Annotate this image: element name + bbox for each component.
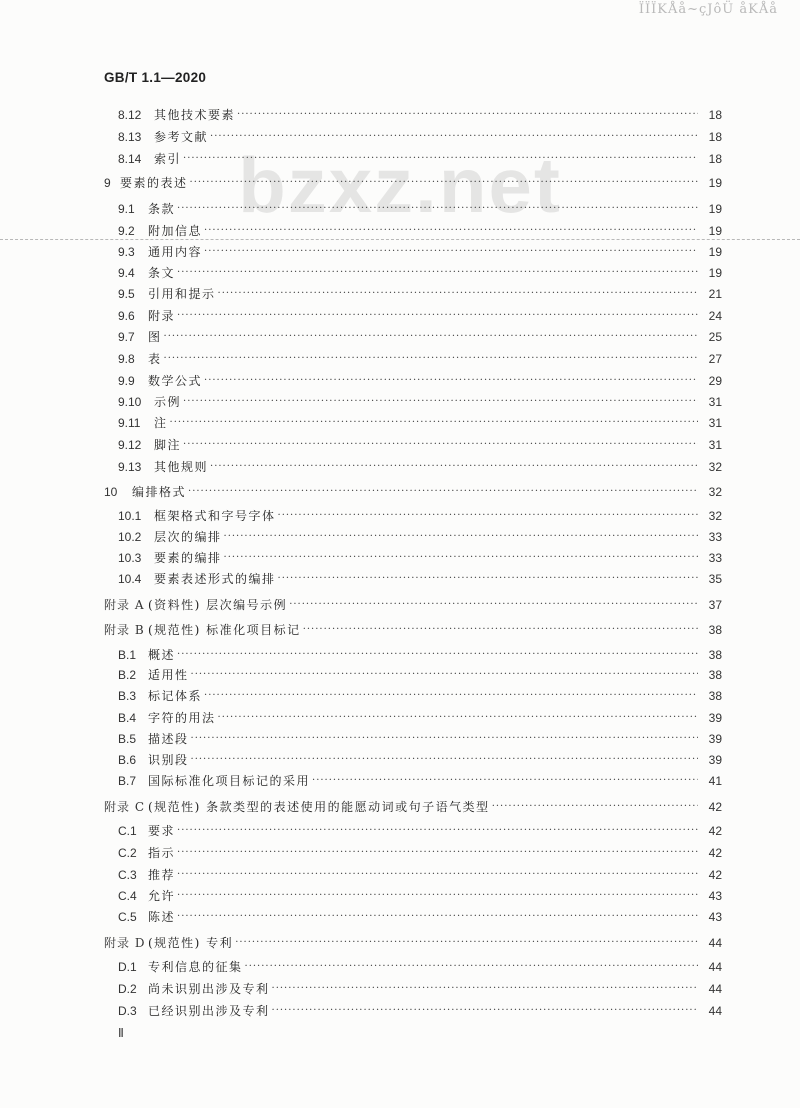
toc-leader-dots [177,844,698,862]
toc-entry-page: 18 [708,130,722,144]
toc-leader-dots [183,436,698,454]
toc-row[interactable] [118,414,722,432]
toc-entry-number: 8.14 [118,152,142,166]
toc-entry-page: 32 [708,460,722,474]
toc-entry-page: 24 [708,309,722,323]
toc-appendix-row[interactable] [104,621,722,639]
toc-leader-dots [210,128,698,146]
toc-row[interactable] [118,866,722,884]
toc-leader-dots [289,596,698,614]
toc-entry-page: 21 [708,287,722,301]
toc-appendix-row[interactable] [104,934,722,952]
toc-leader-dots [177,646,698,664]
toc-entry-title: 专利信息的征集 [148,960,243,974]
toc-entry-title: 参考文献 [154,130,209,144]
toc-row[interactable] [118,243,722,261]
toc-entry-page: 42 [708,800,722,814]
toc-entry-page: 33 [708,530,722,544]
toc-entry-title: (规范性) 标准化项目标记 [148,623,301,637]
toc-entry-number: D.1 [118,960,137,974]
toc-entry-page: 44 [708,1004,722,1018]
toc-entry-title: 示例 [154,395,182,409]
toc-row[interactable] [118,1002,722,1020]
toc-entry-number: 9.2 [118,224,135,238]
toc-entry-number: 10.3 [118,551,142,565]
toc-leader-dots [237,106,698,124]
toc-entry-title: 条款 [148,202,176,216]
toc-entry-title: 推荐 [148,868,176,882]
toc-entry-page: 25 [708,330,722,344]
toc-entry-title: 尚未识别出涉及专利 [148,982,270,996]
toc-entry-number: B.1 [118,648,137,662]
toc-entry-number: 9.5 [118,287,135,301]
toc-entry-number: 10.1 [118,509,142,523]
toc-row[interactable] [118,150,722,168]
toc-entry-page: 31 [708,416,722,430]
toc-entry-number: B.6 [118,753,137,767]
toc-leader-dots [177,822,698,840]
toc-entry-page: 39 [708,753,722,767]
toc-entry-title: 概述 [148,648,176,662]
toc-row[interactable] [118,570,722,588]
toc-leader-dots [188,483,698,501]
toc-leader-dots [164,328,698,346]
watermark: bzxz.net [238,141,562,229]
toc-entry-title: 其他规则 [154,460,209,474]
toc-chapter-row[interactable] [104,174,722,192]
toc-entry-number: 8.13 [118,130,142,144]
toc-leader-dots [492,798,698,816]
toc-row[interactable] [118,507,722,525]
toc-leader-dots [218,709,698,727]
toc-row[interactable] [118,458,722,476]
toc-leader-dots [210,458,698,476]
standard-code: GB/T 1.1—2020 [104,70,207,85]
toc-entry-page: 43 [708,889,722,903]
toc-entry-title: 引用和提示 [148,287,216,301]
toc-leader-dots [190,174,698,192]
toc-entry-number: C.1 [118,824,137,838]
toc-entry-number: 附录 D [104,936,146,950]
toc-entry-title: 要求 [148,824,176,838]
toc-entry-number: 9.1 [118,202,135,216]
toc-leader-dots [218,285,698,303]
toc-entry-title: 描述段 [148,732,189,746]
toc-entry-page: 38 [708,623,722,637]
toc-entry-page: 42 [708,868,722,882]
toc-entry-number: 9.8 [118,352,135,366]
toc-row[interactable] [118,908,722,926]
toc-entry-title: 图 [148,330,162,344]
toc-entry-number: 9.9 [118,374,135,388]
toc-entry-title: (规范性) 条款类型的表述使用的能愿动词或句子语气类型 [148,800,490,814]
toc-entry-number: 9.3 [118,245,135,259]
toc-row[interactable] [118,307,722,325]
toc-entry-page: 39 [708,732,722,746]
toc-entry-title: 层次的编排 [154,530,222,544]
toc-row[interactable] [118,128,722,146]
toc-entry-title: 表 [148,352,162,366]
toc-entry-number: 9.13 [118,460,142,474]
toc-row[interactable] [118,328,722,346]
toc-entry-number: D.3 [118,1004,137,1018]
toc-entry-title: 识别段 [148,753,189,767]
toc-entry-title: 要素的编排 [154,551,222,565]
toc-entry-page: 32 [708,509,722,523]
toc-entry-number: 附录 C [104,800,145,814]
toc-row[interactable] [118,646,722,664]
toc-entry-title: 适用性 [148,668,189,682]
toc-entry-number: D.2 [118,982,137,996]
toc-row[interactable] [118,709,722,727]
toc-entry-title: 标记体系 [148,689,203,703]
toc-entry-title: 要素的表述 [120,176,188,190]
toc-entry-number: 9.7 [118,330,135,344]
toc-leader-dots [272,1002,698,1020]
toc-chapter-row[interactable] [104,483,722,501]
toc-leader-dots [177,200,698,218]
toc-leader-dots [204,372,698,390]
toc-entry-number: B.5 [118,732,137,746]
toc-leader-dots [272,980,698,998]
toc-entry-page: 42 [708,824,722,838]
toc-row[interactable] [118,958,722,976]
toc-entry-number: 9.4 [118,266,135,280]
toc-row[interactable] [118,393,722,411]
toc-entry-title: 陈述 [148,910,176,924]
toc-entry-page: 19 [708,245,722,259]
toc-entry-page: 35 [708,572,722,586]
toc-row[interactable] [118,372,722,390]
toc-entry-number: B.2 [118,668,137,682]
toc-leader-dots [170,414,698,432]
toc-leader-dots [224,549,698,567]
toc-entry-title: 要素表述形式的编排 [154,572,276,586]
toc-entry-page: 31 [708,395,722,409]
toc-entry-page: 18 [708,152,722,166]
toc-entry-number: 9.6 [118,309,135,323]
toc-leader-dots [204,222,698,240]
toc-entry-page: 43 [708,910,722,924]
toc-entry-title: 已经识别出涉及专利 [148,1004,270,1018]
toc-leader-dots [278,570,698,588]
toc-leader-dots [177,264,698,282]
toc-entry-title: 注 [154,416,168,430]
toc-entry-title: 允许 [148,889,176,903]
toc-entry-page: 18 [708,108,722,122]
toc-leader-dots [204,243,698,261]
toc-entry-title: 编排格式 [132,485,187,499]
toc-entry-title: (规范性) 专利 [148,936,234,950]
toc-entry-number: C.2 [118,846,137,860]
toc-row[interactable] [118,549,722,567]
toc-entry-title: 国际标准化项目标记的采用 [148,774,311,788]
toc-row[interactable] [118,687,722,705]
toc-entry-page: 38 [708,648,722,662]
toc-entry-page: 33 [708,551,722,565]
toc-leader-dots [303,621,698,639]
toc-entry-title: 框架格式和字号字体 [154,509,276,523]
toc-entry-number: 9.11 [118,416,141,430]
toc-row[interactable] [118,772,722,790]
toc-entry-title: 附录 [148,309,176,323]
toc-entry-page: 44 [708,960,722,974]
toc-entry-page: 31 [708,438,722,452]
toc-row[interactable] [118,887,722,905]
toc-entry-page: 44 [708,936,722,950]
toc-entry-page: 19 [708,202,722,216]
toc-entry-number: B.7 [118,774,137,788]
page-folio: Ⅱ [118,1026,124,1040]
toc-leader-dots [235,934,698,952]
toc-entry-page: 38 [708,668,722,682]
toc-row[interactable] [118,264,722,282]
toc-entry-title: 其他技术要素 [154,108,236,122]
toc-entry-number: 9.12 [118,438,142,452]
toc-leader-dots [177,887,698,905]
toc-row[interactable] [118,980,722,998]
toc-entry-page: 37 [708,598,722,612]
toc-leader-dots [177,307,698,325]
toc-entry-title: 附加信息 [148,224,203,238]
toc-row[interactable] [118,106,722,124]
toc-entry-title: 条文 [148,266,176,280]
toc-entry-title: 脚注 [154,438,182,452]
toc-entry-number: 附录 B [104,623,145,637]
toc-leader-dots [278,507,698,525]
toc-leader-dots [245,958,698,976]
toc-entry-number: 10 [104,485,118,499]
toc-leader-dots [177,866,698,884]
toc-leader-dots [191,730,698,748]
toc-entry-number: 附录 A [104,598,145,612]
toc-entry-number: B.3 [118,689,137,703]
toc-entry-number: C.5 [118,910,137,924]
toc-entry-number: 9 [104,176,111,190]
toc-row[interactable] [118,200,722,218]
toc-entry-title: 指示 [148,846,176,860]
toc-entry-number: 9.10 [118,395,142,409]
toc-entry-page: 39 [708,711,722,725]
toc-entry-number: 10.2 [118,530,142,544]
toc-entry-number: 8.12 [118,108,142,122]
toc-entry-title: 字符的用法 [148,711,216,725]
toc-entry-number: 10.4 [118,572,142,586]
toc-row[interactable] [118,844,722,862]
toc-appendix-row[interactable] [104,798,722,816]
toc-row[interactable] [118,528,722,546]
toc-entry-page: 27 [708,352,722,366]
toc-row[interactable] [118,436,722,454]
toc-entry-page: 38 [708,689,722,703]
toc-leader-dots [183,150,698,168]
toc-leader-dots [191,666,698,684]
toc-entry-page: 19 [708,176,722,190]
toc-entry-number: B.4 [118,711,137,725]
toc-entry-page: 29 [708,374,722,388]
toc-entry-page: 32 [708,485,722,499]
toc-leader-dots [204,687,698,705]
toc-leader-dots [224,528,698,546]
toc-leader-dots [177,908,698,926]
toc-entry-page: 42 [708,846,722,860]
toc-entry-page: 19 [708,266,722,280]
toc-entry-page: 44 [708,982,722,996]
toc-entry-title: 索引 [154,152,182,166]
toc-entry-page: 41 [708,774,722,788]
toc-entry-number: C.4 [118,889,137,903]
toc-entry-title: 通用内容 [148,245,203,259]
toc-entry-title: (资料性) 层次编号示例 [148,598,288,612]
toc-row[interactable] [118,822,722,840]
toc-leader-dots [164,350,698,368]
toc-row[interactable] [118,285,722,303]
toc-row[interactable] [118,222,722,240]
toc-entry-number: C.3 [118,868,137,882]
toc-row[interactable] [118,730,722,748]
toc-row[interactable] [118,666,722,684]
toc-leader-dots [183,393,698,411]
header-stamp: ÏÏÏKÅå~çJôÜ åKÅå [638,2,778,17]
toc-row[interactable] [118,350,722,368]
toc-appendix-row[interactable] [104,596,722,614]
toc-entry-page: 19 [708,224,722,238]
toc-leader-dots [191,751,698,769]
toc-leader-dots [312,772,698,790]
toc-entry-title: 数学公式 [148,374,203,388]
toc-row[interactable] [118,751,722,769]
